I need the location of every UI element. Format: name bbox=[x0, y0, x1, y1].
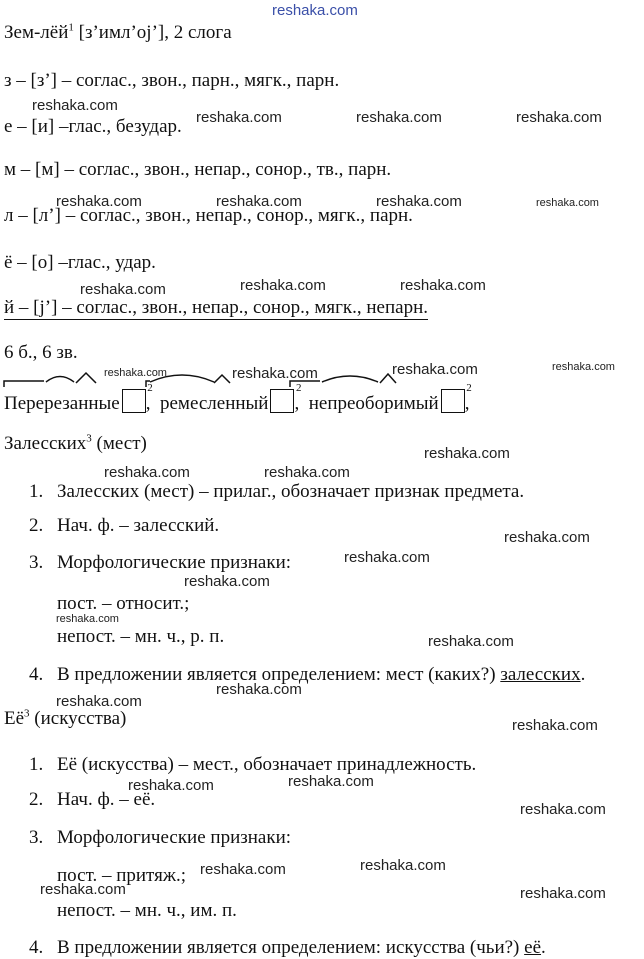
watermark: reshaka.com bbox=[504, 529, 590, 546]
item-number: 1. bbox=[29, 481, 44, 502]
watermark: reshaka.com bbox=[216, 681, 302, 698]
item-number: 4. bbox=[29, 664, 44, 685]
watermark: reshaka.com bbox=[424, 445, 510, 462]
watermark: reshaka.com bbox=[552, 361, 615, 373]
watermark: reshaka.com bbox=[516, 109, 602, 126]
phonetic-line: м – [м] – соглас., звон., непар., сонор., тв., парн. bbox=[4, 159, 392, 180]
morph-word-2: ремесленный bbox=[159, 393, 269, 414]
item-number: 4. bbox=[29, 937, 44, 958]
morphemic-line bbox=[4, 382, 472, 415]
watermark: reshaka.com bbox=[200, 861, 286, 878]
watermark: reshaka.com bbox=[376, 193, 462, 210]
phonetic-title bbox=[4, 22, 232, 44]
morph-trail: , bbox=[464, 393, 470, 414]
watermark: reshaka.com bbox=[356, 109, 442, 126]
item-text: Нач. ф. – её. bbox=[57, 789, 156, 810]
sub-item: непост. – мн. ч., им. п. bbox=[57, 900, 237, 921]
item-post: . bbox=[580, 664, 586, 685]
ending-box: 2 bbox=[270, 389, 294, 413]
heading-sup: 3 bbox=[24, 707, 30, 720]
list-item bbox=[29, 937, 546, 959]
watermark: reshaka.com bbox=[288, 773, 374, 790]
item-text: В предложении является определением: искусства (чьи?) bbox=[57, 937, 525, 958]
phonetic-line: з – [з’] – соглас., звон., парн., мягк., парн. bbox=[4, 70, 340, 91]
heading-word: Залесских bbox=[4, 433, 87, 454]
item-underlined: её bbox=[524, 937, 542, 958]
watermark: reshaka.com bbox=[512, 717, 598, 734]
watermark: reshaka.com bbox=[520, 885, 606, 902]
item-number: 2. bbox=[29, 789, 44, 810]
watermark: reshaka.com bbox=[184, 573, 270, 590]
list-item bbox=[29, 827, 291, 849]
watermark: reshaka.com bbox=[264, 464, 350, 481]
watermark: reshaka.com bbox=[272, 2, 358, 19]
heading-word: Её bbox=[4, 708, 25, 729]
item-text: Морфологические признаки: bbox=[57, 827, 292, 848]
section1-heading bbox=[4, 433, 147, 455]
list-item bbox=[29, 754, 476, 776]
watermark: reshaka.com bbox=[196, 109, 282, 126]
phonetic-line: е – [и] –глас., безудар. bbox=[4, 116, 182, 137]
watermark: reshaka.com bbox=[360, 857, 446, 874]
morph-word-1: Перерезанные bbox=[4, 393, 120, 414]
item-post: . bbox=[541, 937, 546, 958]
watermark: reshaka.com bbox=[344, 549, 430, 566]
watermark: reshaka.com bbox=[216, 193, 302, 210]
item-text: Нач. ф. – залесский. bbox=[57, 515, 220, 536]
comma: , bbox=[294, 393, 309, 414]
watermark: reshaka.com bbox=[40, 881, 126, 898]
item-text: Залесских (мест) – прилаг., обозначает признак предмета. bbox=[57, 481, 525, 502]
watermark: reshaka.com bbox=[128, 777, 214, 794]
list-item bbox=[29, 552, 291, 574]
watermark: reshaka.com bbox=[32, 97, 118, 114]
ending-box: 2 bbox=[441, 389, 465, 413]
item-underlined: залесских bbox=[500, 664, 581, 685]
watermark: reshaka.com bbox=[392, 361, 478, 378]
section2-heading bbox=[4, 708, 126, 730]
list-item bbox=[29, 664, 585, 686]
phonetic-sup: 1 bbox=[68, 21, 74, 34]
watermark: reshaka.com bbox=[400, 277, 486, 294]
watermark: reshaka.com bbox=[428, 633, 514, 650]
item-number: 3. bbox=[29, 827, 44, 848]
heading-rest: (искусства) bbox=[29, 708, 127, 729]
heading-sup: 3 bbox=[86, 432, 92, 445]
phonetic-line: л – [л’] – соглас., звон., непар., сонор., мягк., парн. bbox=[4, 205, 413, 226]
sub-item: пост. – притяж.; bbox=[57, 865, 186, 886]
item-number: 1. bbox=[29, 754, 44, 775]
phonetic-transcription: [з’имл’oj’], 2 слога bbox=[78, 22, 232, 43]
item-number: 2. bbox=[29, 515, 44, 536]
watermark: reshaka.com bbox=[240, 277, 326, 294]
phonetic-line: й – [j’] – соглас., звон., непар., сонор., мягк., непарн. bbox=[4, 297, 429, 318]
list-item bbox=[29, 515, 219, 537]
phonetic-summary: 6 б., 6 зв. bbox=[4, 342, 78, 363]
phonetic-word: Зем-лёй bbox=[4, 22, 69, 43]
list-item bbox=[29, 481, 524, 503]
watermark: reshaka.com bbox=[56, 693, 142, 710]
watermark: reshaka.com bbox=[536, 197, 599, 209]
watermark: reshaka.com bbox=[104, 464, 190, 481]
watermark: reshaka.com bbox=[520, 801, 606, 818]
item-text: В предложении является определением: мест (каких?) bbox=[57, 664, 501, 685]
item-text: Морфологические признаки: bbox=[57, 552, 292, 573]
watermark: reshaka.com bbox=[104, 367, 167, 379]
heading-rest: (мест) bbox=[91, 433, 147, 454]
ending-box: 2 bbox=[122, 389, 146, 413]
watermark: reshaka.com bbox=[56, 193, 142, 210]
item-number: 3. bbox=[29, 552, 44, 573]
watermark: reshaka.com bbox=[80, 281, 166, 298]
sub-item: пост. – относит.; bbox=[57, 593, 190, 614]
watermark: reshaka.com bbox=[232, 365, 318, 382]
morph-word-3: непреоборимый bbox=[308, 393, 439, 414]
watermark: reshaka.com bbox=[56, 613, 119, 625]
comma: , bbox=[145, 393, 160, 414]
sub-item: непост. – мн. ч., р. п. bbox=[57, 626, 225, 647]
phonetic-line: ё – [о] –глас., удар. bbox=[4, 252, 156, 273]
item-text: Её (искусства) – мест., обозначает принадлежность. bbox=[57, 754, 477, 775]
